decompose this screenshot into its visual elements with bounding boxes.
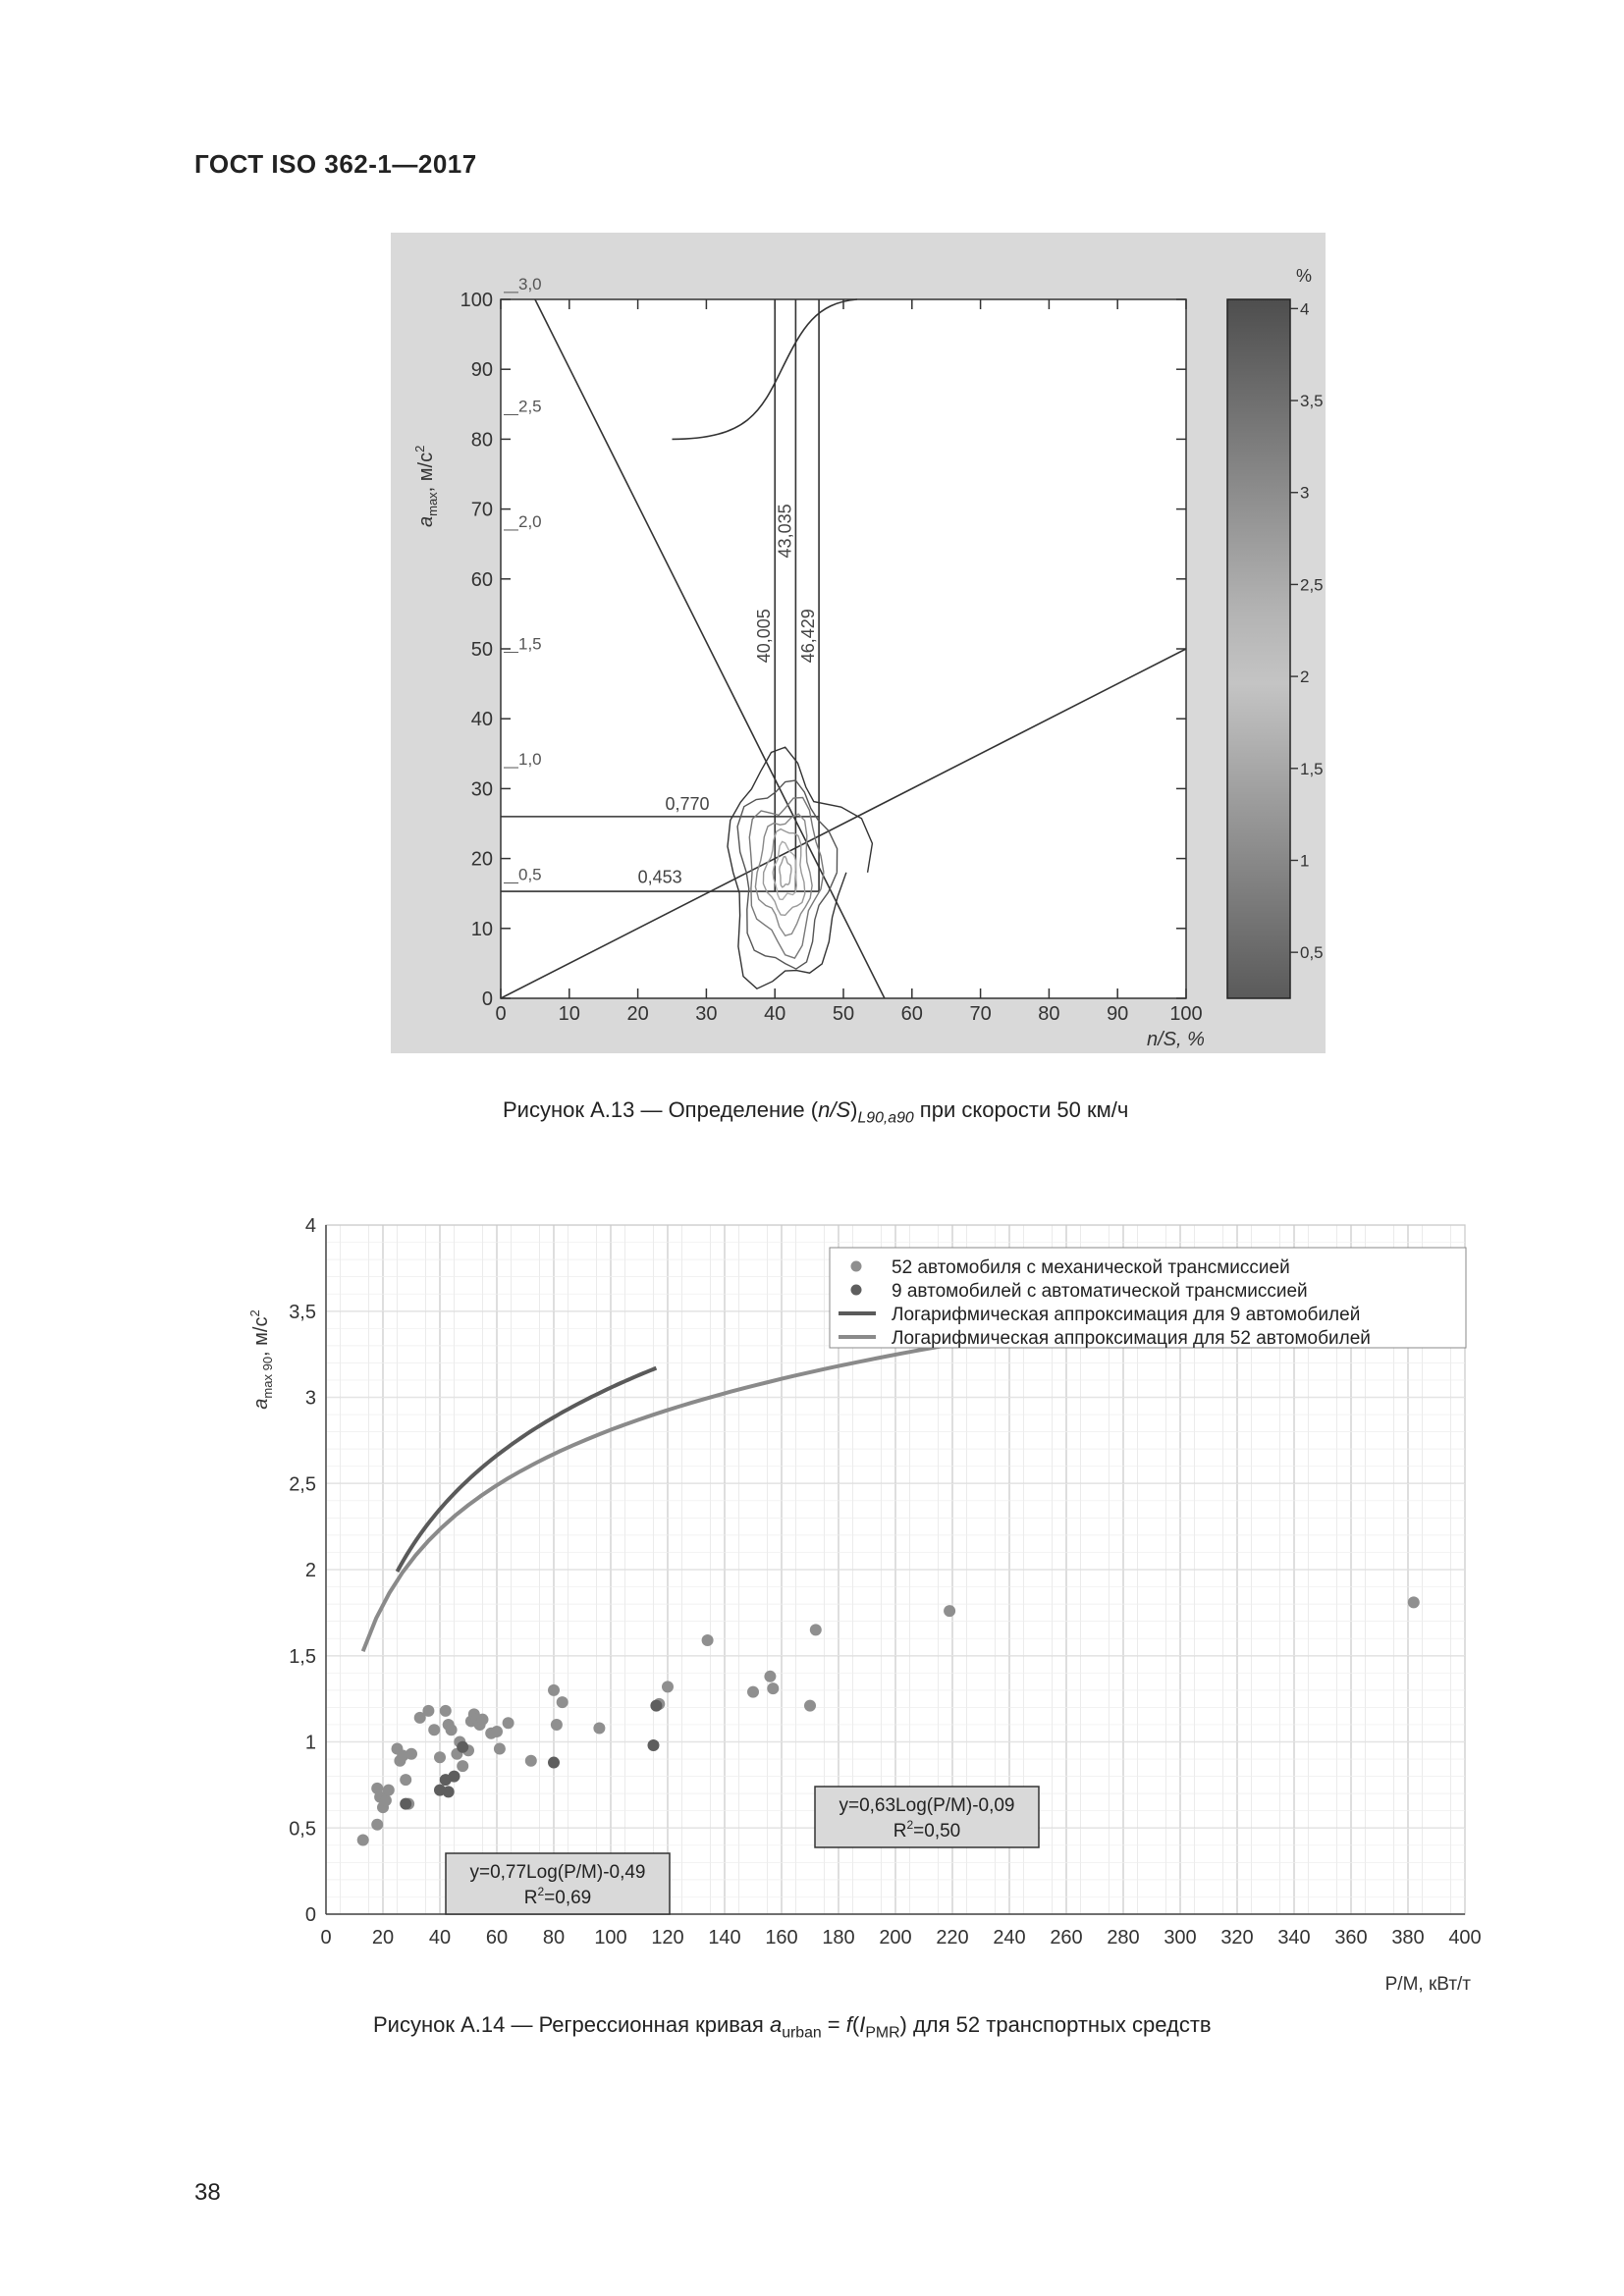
fig1-colorbar-tick-label: 3,5 xyxy=(1300,392,1324,411)
svg-text:amax 90, м/с2: $a_{max 90}$, $м/с^2$ xyxy=(247,1309,275,1410)
fig1-vertical-value-label: 40,005 xyxy=(754,609,775,664)
data-point-manual xyxy=(380,1794,392,1806)
data-point-manual xyxy=(446,1724,458,1735)
data-point-manual xyxy=(383,1785,395,1796)
data-point-manual xyxy=(494,1743,506,1755)
fig2-x-tick-label: 340 xyxy=(1277,1927,1311,1949)
fig1-y-tick-label: 90 xyxy=(470,359,493,382)
fig2-x-tick-label: 360 xyxy=(1334,1927,1368,1949)
fig1-plot-area xyxy=(501,299,1186,998)
fig2-x-tick-label: 120 xyxy=(651,1927,684,1949)
equation-52-r2: $R^2=0,50$ xyxy=(893,1818,961,1842)
fig1-y-tick-label: 40 xyxy=(470,709,493,731)
fig2-x-tick-label: 0 xyxy=(320,1927,332,1949)
fig1-x-tick-label: 60 xyxy=(900,1003,923,1025)
data-point-manual xyxy=(1408,1596,1420,1608)
data-point-manual xyxy=(357,1835,369,1846)
data-point-manual xyxy=(810,1624,822,1635)
data-point-manual xyxy=(457,1760,468,1772)
fig1-y-tick-label: 30 xyxy=(470,778,493,801)
fig1-vertical-value-label: 43,035 xyxy=(775,504,795,559)
fig1-left-scale-label: 3,0 xyxy=(518,274,542,294)
data-point-manual xyxy=(477,1714,489,1726)
data-point-manual xyxy=(557,1696,568,1708)
fig2-y-tick-label: 2,5 xyxy=(289,1473,316,1496)
fig2-y-tick-label: 3 xyxy=(304,1387,316,1410)
fig2-legend xyxy=(830,1248,1466,1349)
fig1-y-tick-label: 70 xyxy=(470,499,493,521)
fig1-x-tick-label: 40 xyxy=(764,1003,786,1025)
figure-a14 xyxy=(236,1217,1492,2032)
fig1-colorbar xyxy=(1227,299,1290,998)
fig1-horizontal-value-label: 0,770 xyxy=(665,793,710,814)
fig1-y-tick-label: 80 xyxy=(470,429,493,452)
fig1-y-tick-label: 100 xyxy=(460,290,493,311)
fig1-colorbar-tick-label: 1,5 xyxy=(1300,759,1324,778)
fig2-x-tick-label: 140 xyxy=(708,1927,741,1949)
fig1-x-tick-label: 30 xyxy=(695,1003,718,1025)
svg-text:amax, м/с2: $a_{max}$, $м/с^2$ xyxy=(412,445,440,527)
data-point-manual xyxy=(593,1722,605,1734)
equation-9-formula: y=0,77Log(P/M)-0,49 xyxy=(469,1862,646,1883)
data-point-auto xyxy=(457,1741,468,1753)
fig1-x-tick-label: 20 xyxy=(626,1003,649,1025)
fig1-vertical-value-label: 46,429 xyxy=(798,609,819,664)
fig2-x-tick-label: 20 xyxy=(371,1927,395,1949)
legend-marker-auto xyxy=(851,1285,862,1296)
data-point-manual xyxy=(804,1700,816,1712)
data-point-manual xyxy=(400,1774,411,1786)
fig2-x-tick-label: 180 xyxy=(822,1927,855,1949)
fig2-x-tick-label: 280 xyxy=(1107,1927,1140,1949)
fig1-left-scale-label: 0,5 xyxy=(518,865,542,884)
fig1-left-scale-label: 1,0 xyxy=(518,750,542,770)
fig2-y-axis-label xyxy=(247,1309,275,1409)
data-point-auto xyxy=(400,1798,411,1810)
fig2-y-tick-label: 3,5 xyxy=(289,1301,316,1323)
fig1-left-scale-label: 2,0 xyxy=(518,511,542,531)
equation-box-52 xyxy=(815,1787,1039,1847)
data-point-manual xyxy=(491,1726,503,1737)
data-point-manual xyxy=(406,1748,417,1760)
fig2-y-tick-label: 2 xyxy=(304,1560,316,1581)
data-point-manual xyxy=(422,1705,434,1717)
fig2-y-tick-label: 4 xyxy=(304,1217,316,1237)
equation-52-formula: y=0,63Log(P/M)-0,09 xyxy=(839,1795,1015,1816)
data-point-manual xyxy=(503,1717,514,1729)
fig1-x-tick-label: 0 xyxy=(495,1003,507,1025)
data-point-auto xyxy=(548,1757,560,1769)
fig2-x-tick-label: 100 xyxy=(594,1927,627,1949)
data-point-manual xyxy=(551,1719,563,1731)
fig2-y-tick-label: 1,5 xyxy=(289,1645,316,1668)
fig1-colorbar-tick-label: 1 xyxy=(1300,851,1310,871)
fig2-y-tick-label: 0,5 xyxy=(289,1818,316,1841)
data-point-auto xyxy=(449,1771,460,1783)
fig1-colorbar-tick-label: 3 xyxy=(1300,483,1310,503)
fig1-colorbar-unit: % xyxy=(1296,266,1313,286)
data-point-auto xyxy=(650,1700,662,1712)
data-point-manual xyxy=(764,1671,776,1682)
equation-9-r2: $R^2=0,69$ xyxy=(523,1885,592,1908)
data-point-manual xyxy=(434,1751,446,1763)
fig2-x-tick-label: 400 xyxy=(1448,1927,1482,1949)
fig2-y-tick-label: 1 xyxy=(304,1732,316,1754)
fig2-x-tick-label: 240 xyxy=(993,1927,1026,1949)
fig2-x-tick-label: 220 xyxy=(936,1927,969,1949)
fig2-x-tick-label: 80 xyxy=(542,1927,566,1949)
fig2-x-tick-label: 260 xyxy=(1050,1927,1083,1949)
fig1-left-scale-label: 1,5 xyxy=(518,634,542,654)
fig1-colorbar-tick-label: 0,5 xyxy=(1300,943,1324,963)
fig1-colorbar-tick-label: 2,5 xyxy=(1300,575,1324,595)
fig2-x-tick-label: 160 xyxy=(765,1927,798,1949)
fig2-x-tick-label: 320 xyxy=(1220,1927,1254,1949)
fig1-y-tick-label: 50 xyxy=(470,639,493,661)
fig1-x-tick-label: 90 xyxy=(1107,1003,1129,1025)
data-point-manual xyxy=(548,1684,560,1696)
fig1-x-tick-label: 100 xyxy=(1169,1003,1203,1025)
fig1-x-tick-label: 10 xyxy=(558,1003,580,1025)
data-point-manual xyxy=(767,1682,779,1694)
legend-label-fit52: Логарифмическая аппроксимация для 52 автомобилей xyxy=(892,1328,1371,1349)
fig1-y-tick-label: 20 xyxy=(470,848,493,871)
fig1-horizontal-value-label: 0,453 xyxy=(637,867,682,887)
data-point-manual xyxy=(662,1681,674,1692)
fig2-x-tick-label: 300 xyxy=(1164,1927,1197,1949)
figure-a14-caption: Рисунок А.14 — Регрессионная кривая $a_{urban} = f(I_{PMR})$ для 52 транспортных средств xyxy=(373,2012,1212,2042)
legend-label-fit9: Логарифмическая аппроксимация для 9 автомобилей xyxy=(892,1305,1361,1325)
data-point-auto xyxy=(443,1786,455,1797)
fig1-y-tick-label: 60 xyxy=(470,568,493,591)
fig1-x-tick-label: 80 xyxy=(1038,1003,1060,1025)
document-header: ГОСТ ISO 362-1—2017 xyxy=(194,149,477,179)
fig1-x-axis-label: n/S, % xyxy=(1147,1029,1205,1050)
figure-a13-caption: Рисунок А.13 — Определение $(n/S)_{L90,a90}$ при скорости 50 км/ч xyxy=(503,1097,1129,1127)
legend-label-auto: 9 автомобилей с автоматической трансмиссией xyxy=(892,1281,1308,1302)
fig1-y-tick-label: 0 xyxy=(481,988,493,1010)
page-number: 38 xyxy=(194,2179,221,2206)
legend-label-manual: 52 автомобиля с механической трансмиссией xyxy=(892,1257,1290,1278)
data-point-auto xyxy=(648,1739,660,1751)
data-point-manual xyxy=(944,1605,955,1617)
fig2-x-tick-label: 40 xyxy=(428,1927,452,1949)
fig1-x-tick-label: 50 xyxy=(832,1003,855,1025)
fig1-colorbar-tick-label: 4 xyxy=(1300,299,1310,319)
fig2-x-axis-label: P/M, кВт/т xyxy=(1384,1974,1471,1995)
fig2-x-tick-label: 380 xyxy=(1391,1927,1425,1949)
data-point-manual xyxy=(428,1724,440,1735)
data-point-manual xyxy=(440,1705,452,1717)
data-point-manual xyxy=(702,1634,714,1646)
fig2-y-tick-label: 0 xyxy=(304,1904,316,1926)
data-point-manual xyxy=(371,1819,383,1831)
figure-a13 xyxy=(391,233,1326,1053)
fig1-left-scale-label: 2,5 xyxy=(518,397,542,416)
fig2-x-tick-label: 200 xyxy=(879,1927,912,1949)
data-point-manual xyxy=(525,1755,537,1767)
equation-box-9 xyxy=(446,1853,670,1914)
fig1-y-tick-label: 10 xyxy=(470,918,493,940)
fig1-colorbar-tick-label: 2 xyxy=(1300,667,1310,687)
fig2-x-tick-label: 60 xyxy=(485,1927,509,1949)
data-point-manual xyxy=(747,1686,759,1698)
fig1-x-tick-label: 70 xyxy=(969,1003,992,1025)
legend-marker-manual xyxy=(851,1261,862,1272)
